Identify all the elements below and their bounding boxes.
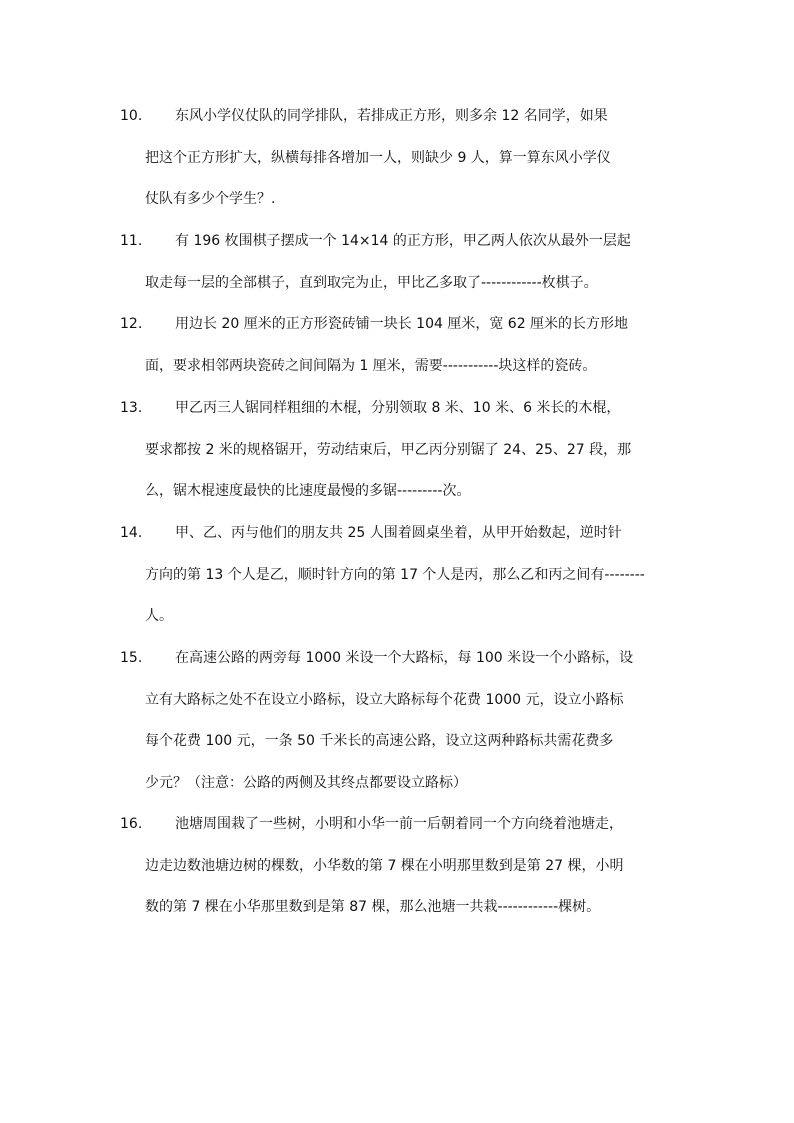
- problem-text: [145, 304, 675, 387]
- problem-line: 要求都按 2 米的规格锯开，劳动结束后，甲乙丙分别锯了 24、25、27 段，那: [145, 441, 632, 458]
- problem-line: 人。: [145, 608, 173, 624]
- problem-line: 有 196 枚围棋子摆成一个 14×14 的正方形，甲乙两人依次从最外一层起: [175, 233, 631, 249]
- problem-text: [145, 388, 675, 513]
- problem-line: 仗队有多少个学生？.: [145, 191, 276, 207]
- problem-line: 池塘周围栽了一些树，小明和小华一前一后朝着同一个方向绕着池塘走，: [175, 816, 623, 832]
- problem-line: 在高速公路的两旁每 1000 米设一个大路标，每 100 米设一个小路标，设: [175, 650, 634, 666]
- problem-number: 15.: [120, 650, 143, 666]
- problem-line: 用边长 20 厘米的正方形瓷砖铺一块长 104 厘米，宽 62 厘米的长方形地: [175, 316, 629, 332]
- problem-line: 么，锯木棍速度最快的比速度最慢的多锯---------次。: [145, 483, 471, 499]
- problem-text: [145, 638, 675, 804]
- problem-number: 11.: [120, 233, 143, 249]
- problem-line: 东风小学仪仗队的同学排队，若排成正方形，则多余 12 名同学，如果: [175, 108, 608, 124]
- problem-line: 立有大路标之处不在设立小路标，设立大路标每个花费 1000 元，设立小路标: [145, 691, 624, 708]
- problem-text: [145, 221, 675, 304]
- problem-number: 14.: [120, 525, 143, 541]
- problem-number: 13.: [120, 400, 143, 416]
- problem-number: 10.: [120, 108, 143, 124]
- problem-line: 取走每一层的全部棋子，直到取完为止，甲比乙多取了------------枚棋子。: [145, 274, 598, 291]
- problem-line: 数的第 7 棵在小华那里数到是第 87 棵，那么池塘一共栽------------棵树。: [145, 899, 601, 915]
- problem-number: 12.: [120, 316, 143, 332]
- problem-line: 甲乙丙三人锯同样粗细的木棍，分别领取 8 米、10 米、6 米长的木棍，: [175, 400, 621, 416]
- problem-text: [145, 96, 675, 221]
- problem-line: 边走边数池塘边树的棵数，小华数的第 7 棵在小明那里数到是第 27 棵，小明: [145, 857, 624, 874]
- problem-line: 少元？（注意：公路的两侧及其终点都要设立路标）: [145, 774, 467, 791]
- problem-text: [145, 804, 675, 929]
- problem-number: 16.: [120, 816, 143, 832]
- problem-text: [145, 513, 675, 638]
- problem-line: 方向的第 13 个人是乙，顺时针方向的第 17 个人是丙，那么乙和丙之间有--------: [145, 566, 645, 583]
- problem-line: 面，要求相邻两块瓷砖之间间隔为 1 厘米，需要-----------块这样的瓷砖。: [145, 357, 597, 374]
- problem-line: 甲、乙、丙与他们的朋友共 25 人围着圆桌坐着，从甲开始数起，逆时针: [175, 525, 622, 541]
- problem-line: 每个花费 100 元，一条 50 千米长的高速公路，设立这两种路标共需花费多: [145, 733, 614, 749]
- problem-line: 把这个正方形扩大，纵横每排各增加一人，则缺少 9 人，算一算东风小学仪: [145, 149, 611, 166]
